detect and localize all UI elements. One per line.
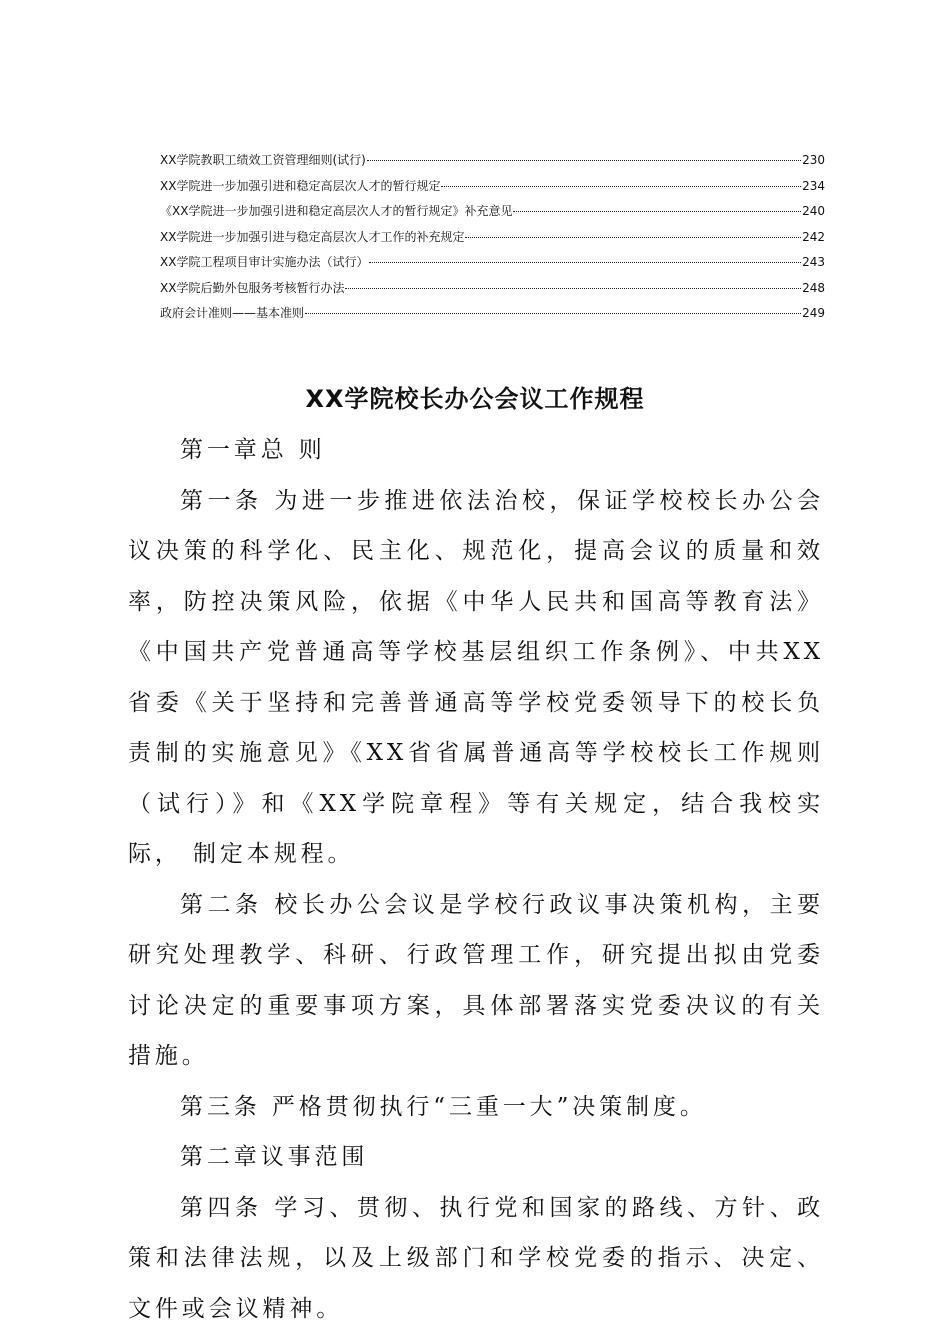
document-title: XX学院校长办公会议工作规程	[305, 385, 645, 413]
toc-entry-title: XX学院教职工绩效工资管理细则(试行)	[160, 153, 366, 167]
toc-leader-dots	[345, 288, 801, 289]
toc-entry[interactable]	[160, 176, 825, 202]
toc-entry-page: 249	[802, 306, 825, 320]
toc-entry-page: 230	[802, 153, 825, 167]
toc-leader-dots	[465, 237, 801, 238]
toc-entry[interactable]	[160, 227, 825, 253]
toc-entry[interactable]	[160, 150, 825, 176]
toc-entry[interactable]	[160, 303, 825, 329]
toc-entry[interactable]	[160, 278, 825, 304]
toc-entry[interactable]	[160, 252, 825, 278]
toc-leader-dots	[369, 262, 801, 263]
toc-entry-page: 240	[802, 204, 825, 218]
toc-leader-dots	[441, 186, 801, 187]
toc-entry-page: 234	[802, 178, 825, 193]
toc-entry-title: XX学院后勤外包服务考核暂行办法	[160, 280, 345, 295]
toc-leader-dots	[305, 313, 801, 314]
toc-entry-title: XX学院工程项目审计实施办法（试行）	[160, 255, 369, 269]
chapter-heading: 第一章总 则	[180, 437, 326, 463]
article-paragraph: 第一条 为进一步推进依法治校，保证学校校长办公会议决策的科学化、民主化、规范化，提高会议的质量和效率，防控决策风险，依据《中华人民共和国高等教育法》《中国共产党普通高等学校基层组织工作条例》、中共XX省委《关于坚持和完善普通高等学校党委领导下的校长负责制的实施意见》《XX省省属普通高等学校校长工作规则（试行）》和《XX学院章程》等有关规定，结合我校实际， 制定本规程。	[128, 487, 824, 867]
toc-entry[interactable]	[160, 201, 825, 227]
article-paragraph: 第三条 严格贯彻执行“三重一大”决策制度。	[180, 1093, 707, 1120]
article-paragraph: 第四条 学习、贯彻、执行党和国家的路线、方针、政策和法律法规，以及上级部门和学校党委的指示、决定、文件或会议精神。	[128, 1194, 824, 1322]
toc-entry-page: 248	[802, 280, 825, 295]
toc-entry-page: 243	[802, 255, 825, 269]
toc-entry-title: 《XX学院进一步加强引进和稳定高层次人才的暂行规定》补充意见	[160, 204, 513, 218]
table-of-contents	[160, 150, 825, 329]
toc-leader-dots	[513, 211, 801, 212]
toc-entry-title: XX学院进一步加强引进与稳定高层次人才工作的补充规定	[160, 229, 465, 244]
chapter-heading: 第二章议事范围	[180, 1144, 369, 1170]
toc-entry-title: 政府会计准则——基本准则	[160, 306, 305, 320]
article-paragraph: 第二条 校长办公会议是学校行政议事决策机构，主要研究处理教学、科研、行政管理工作，研究提出拟由党委讨论决定的重要事项方案，具体部署落实党委决议的有关措施。	[128, 891, 824, 1069]
toc-leader-dots	[367, 160, 801, 161]
toc-entry-title: XX学院进一步加强引进和稳定高层次人才的暂行规定	[160, 178, 441, 193]
toc-entry-page: 242	[802, 229, 825, 244]
document-body	[128, 425, 824, 1334]
